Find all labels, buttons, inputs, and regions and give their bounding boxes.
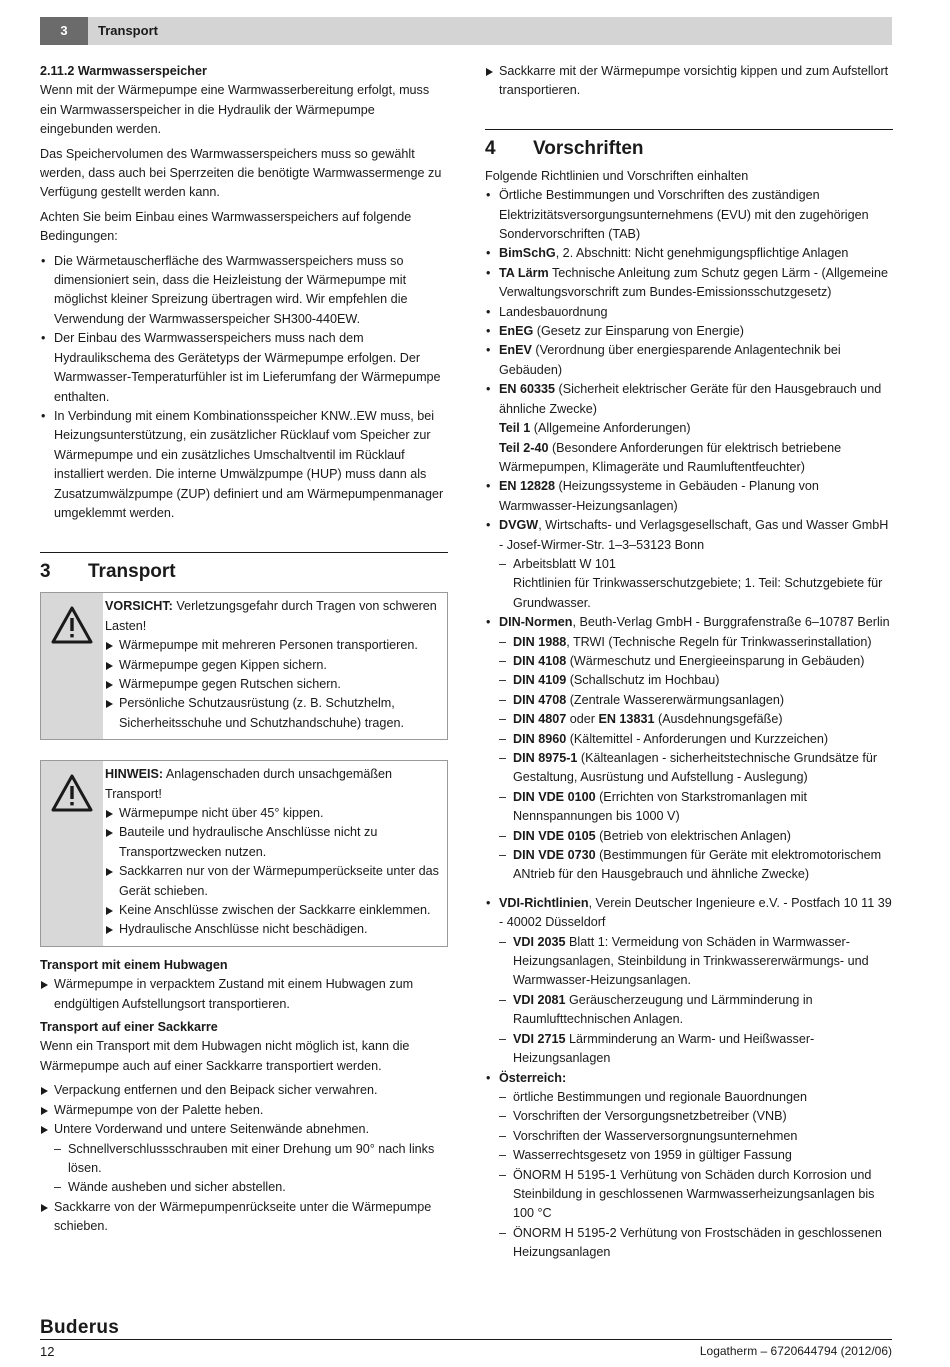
document-reference: Logatherm – 6720644794 (2012/06)	[699, 1344, 892, 1358]
regulations-list	[485, 186, 893, 1262]
sub-list-item: – örtliche Bestimmungen und regionale Bauordnungen	[499, 1088, 893, 1107]
warning-icon	[41, 761, 103, 946]
step-list	[40, 975, 448, 1014]
page-header	[40, 17, 892, 45]
step-list	[40, 1081, 448, 1236]
sub-step-list	[54, 1140, 448, 1198]
step-item: Wärmepumpe in verpacktem Zustand mit einem Hubwagen zum endgültigen Aufstellungsort transportieren.	[40, 975, 448, 1014]
sub-list-item: – ÖNORM H 5195-2 Verhütung von Frostschäden in geschlossenen Heizungsanlagen	[499, 1224, 893, 1263]
step-item: Wärmepumpe gegen Kippen sichern.	[105, 656, 441, 675]
caution-label: VORSICHT:	[105, 599, 173, 614]
step-item: Persönliche Schutzausrüstung (z. B. Schutzhelm, Sicherheitsschuhe und Schutzhandschuhe) tragen.	[105, 694, 441, 733]
step-item: Bauteile und hydraulische Anschlüsse nicht zu Transportzwecken nutzen.	[105, 823, 441, 862]
sub-list-item: – VDI 2035 Blatt 1: Vermeidung von Schäden in Warmwasser-Heizungsanlagen, Steinbildung in Trinkwassererwärmungs- und Warmwasser-Heizungsanlagen.	[499, 933, 893, 991]
list-item: • DVGW, Wirtschafts- und Verlagsgesellschaft, Gas und Wasser GmbH - Josef-Wirmer-Str. 1–3–53123 Bonn – Arbeitsblatt W 101 Richtlinien für Trinkwasserschutzgebiete; 1. Teil: Schutzgebiete für Grundwasser.	[485, 516, 893, 613]
list-item: • EnEV (Verordnung über energiesparende Anlagentechnik bei Gebäuden)	[485, 341, 893, 380]
vdi-list	[499, 933, 893, 1069]
din-list	[499, 633, 893, 885]
sub-list-item: – VDI 2081 Geräuscherzeugung und Lärmminderung in Raumlufttechnischen Anlagen.	[499, 991, 893, 1030]
sub-list-item: – DIN 1988, TRWI (Technische Regeln für Trinkwasserinstallation)	[499, 633, 893, 652]
list-item: • In Verbindung mit einem Kombinationsspeicher KNW..EW muss, bei Heizungsunterstützung, ein zusätzlicher Rücklauf vom Speicher zur Wärmepumpe und ein zusätzliches Umschaltventil im Rücklauf installiert werden. Die interne Umwälzpumpe (HUP) muss dann als Zusatzumwälzpumpe (ZUP) definiert und am Wärmepumpenmanager umgeklemmt werden.	[40, 407, 448, 523]
list-item: • EN 60335 (Sicherheit elektrischer Geräte für den Hausgebrauch und ähnliche Zwecke) Teil 1 (Allgemeine Anforderungen) Teil 2-40 (Besondere Anforderungen für elektrisch betriebene Wärmepumpen, Klimageräte und Raumluftentfeuchter)	[485, 380, 893, 477]
bullet-list	[40, 252, 448, 524]
sub-list-item: – Arbeitsblatt W 101 Richtlinien für Trinkwasserschutzgebiete; 1. Teil: Schutzgebiete für Grundwasser.	[499, 555, 893, 613]
subheading: Transport mit einem Hubwagen	[40, 957, 228, 972]
paragraph: Wenn mit der Wärmepumpe eine Warmwasserbereitung erfolgt, muss ein Warmwasserspeicher in die Hydraulik der Wärmepumpe eingebunden werden.	[40, 83, 430, 137]
list-item: • Landesbauordnung	[485, 303, 893, 322]
sub-step-item: – Schnellverschlussschrauben mit einer Drehung um 90° nach links lösen.	[54, 1140, 448, 1179]
step-item: Wärmepumpe mit mehreren Personen transportieren.	[105, 636, 441, 655]
page-number: 12	[40, 1344, 55, 1359]
sub-list-item: – Wasserrechtsgesetz von 1959 in gültiger Fassung	[499, 1146, 893, 1165]
paragraph: Folgende Richtlinien und Vorschriften einhalten	[485, 168, 749, 183]
step-item: Sackkarren nur von der Wärmepumperückseite unter das Gerät schieben.	[105, 862, 441, 901]
subsection-title: 2.11.2 Warmwasserspeicher	[40, 64, 207, 78]
notice-label: HINWEIS:	[105, 767, 164, 782]
sub-list-item: – DIN 4708 (Zentrale Wassererwärmungsanlagen)	[499, 691, 893, 710]
step-item: Wärmepumpe gegen Rutschen sichern.	[105, 675, 441, 694]
warning-icon	[41, 593, 103, 739]
subheading: Transport auf einer Sackkarre	[40, 1020, 218, 1035]
section-heading	[485, 129, 893, 161]
sub-step-item: – Wände ausheben und sicher abstellen.	[54, 1178, 448, 1197]
left-column	[40, 62, 448, 1237]
caution-text: Verletzungsgefahr durch Tragen von schweren Lasten!	[105, 599, 437, 633]
list-item: • TA Lärm Technische Anleitung zum Schutz gegen Lärm - (Allgemeine Verwaltungsvorschrift zum Bundes-Emissionsschutzgesetz)	[485, 264, 893, 303]
step-list	[485, 62, 893, 101]
sub-list-item: – DIN 4807 oder EN 13831 (Ausdehnungsgefäße)	[499, 710, 893, 729]
right-column	[485, 62, 893, 1267]
sub-list-item: – ÖNORM H 5195-1 Verhütung von Schäden durch Korrosion und Steinbildung in geschlossenen Warmwasserheizungsanlagen bis 100 °C	[499, 1166, 893, 1224]
sub-list-item: – DIN VDE 0730 (Bestimmungen für Geräte mit elektromotorischem ANtrieb für den Hausgebrauch und ähnliche Zwecke)	[499, 846, 893, 885]
section-title: Vorschriften	[533, 137, 644, 159]
notice-box	[40, 760, 448, 947]
paragraph: Wenn ein Transport mit dem Hubwagen nicht möglich ist, kann die Wärmepumpe auch auf einer Sackkarre transportiert werden.	[40, 1039, 410, 1073]
step-item	[40, 1120, 448, 1198]
austria-list	[499, 1088, 893, 1263]
brand-logo: Buderus	[40, 1317, 120, 1338]
step-text: Untere Vorderwand und untere Seitenwände abnehmen.	[54, 1122, 370, 1137]
footer-divider	[40, 1339, 892, 1340]
paragraph: Achten Sie beim Einbau eines Warmwasserspeichers auf folgende Bedingungen:	[40, 209, 412, 244]
step-item: Keine Anschlüsse zwischen der Sackkarre einklemmen.	[105, 901, 441, 920]
sub-list-item: – DIN 4108 (Wärmeschutz und Energieeinsparung in Gebäuden)	[499, 652, 893, 671]
step-item: Hydraulische Anschlüsse nicht beschädigen.	[105, 920, 441, 939]
caution-box	[40, 592, 448, 740]
sub-list-item: – DIN 8960 (Kältemittel - Anforderungen und Kurzzeichen)	[499, 730, 893, 749]
step-item: Verpackung entfernen und den Beipack sicher verwahren.	[40, 1081, 448, 1100]
sub-list-item: – DIN 4109 (Schallschutz im Hochbau)	[499, 671, 893, 690]
chapter-title: Transport	[98, 23, 158, 38]
list-item: • Österreich: – örtliche Bestimmungen und regionale Bauordnungen – Vorschriften der Versorgungsnetzbetreiber (VNB) – Vorschriften der Wasserversorgnungsunternehmen – Wasserrechtsgesetz von 1959 in gültiger Fassung – ÖNORM H 5195-1 Verhütung von Schäden durch Korrosion und Steinbildung in geschlossenen Warmwasserheizungsanlagen bis 100 °C – ÖNORM H 5195-2 Verhütung von Frostschäden in geschlossenen Heizungsanlagen	[485, 1069, 893, 1263]
sub-list-item: – DIN VDE 0105 (Betrieb von elektrischen Anlagen)	[499, 827, 893, 846]
list-item: • Die Wärmetauscherfläche des Warmwasserspeichers muss so dimensioniert sein, dass die Heizleistung der Wärmepumpe mit möglichst kleiner Spreizung übertragen wird. Wir empfehlen die Verwendung der Warmwasserspeicher SH300-440EW.	[40, 252, 448, 330]
list-item: • EnEG (Gesetz zur Einsparung von Energie)	[485, 322, 893, 341]
section-heading	[40, 552, 448, 584]
notice-text: Anlagenschaden durch unsachgemäßen Transport!	[105, 767, 393, 801]
list-item: • VDI-Richtlinien, Verein Deutscher Ingenieure e.V. - Postfach 10 11 39 - 40002 Düsseldorf – VDI 2035 Blatt 1: Vermeidung von Schäden in Warmwasser-Heizungsanlagen, Steinbildung in Trinkwassererwärmungs- und Warmwasser-Heizungsanlagen. – VDI 2081 Geräuscherzeugung und Lärmminderung in Raumlufttechnischen Anlagen. – VDI 2715 Lärmminderung an Warm- und Heißwasser-Heizungsanlagen	[485, 894, 893, 1069]
step-item: Sackkarre mit der Wärmepumpe vorsichtig kippen und zum Aufstellort transportieren.	[485, 62, 893, 101]
section-title: Transport	[88, 561, 176, 583]
step-item: Sackkarre von der Wärmepumpenrückseite unter die Wärmepumpe schieben.	[40, 1198, 448, 1237]
sub-list-item: – Vorschriften der Versorgungsnetzbetreiber (VNB)	[499, 1107, 893, 1126]
notice-steps	[105, 804, 441, 940]
section-number: 4	[485, 137, 496, 159]
list-item: • Der Einbau des Warmwasserspeichers muss nach dem Hydraulikschema des Gerätetyps der Wärmepumpe erfolgen. Der Warmwasser-Temperaturfühler ist im Lieferumfang der Wärmepumpe enthalten.	[40, 329, 448, 407]
list-item: • EN 12828 (Heizungssysteme in Gebäuden - Planung von Warmwasser-Heizungsanlagen)	[485, 477, 893, 516]
paragraph: Das Speichervolumen des Warmwasserspeichers muss so gewählt werden, dass auch bei Sperrzeiten die benötigte Warmwassermenge zu Verfügung gestellt werden kann.	[40, 146, 442, 200]
list-item: • BimSchG, 2. Abschnitt: Nicht genehmigungspflichtige Anlagen	[485, 244, 893, 263]
list-item: • Örtliche Bestimmungen und Vorschriften des zuständigen Elektrizitätsversorgungsunternehmens (EVU) mit den zugehörigen Sondervorschriften (TAB)	[485, 186, 893, 244]
step-item: Wärmepumpe von der Palette heben.	[40, 1101, 448, 1120]
sub-list-item: – DIN 8975-1 (Kälteanlagen - sicherheitstechnische Grundsätze für Gestaltung, Ausrüstung und Aufstellung - Auslegung)	[499, 749, 893, 788]
caution-steps	[105, 636, 441, 733]
section-number: 3	[40, 561, 51, 583]
list-item: • DIN-Normen, Beuth-Verlag GmbH - Burggrafenstraße 6–10787 Berlin – DIN 1988, TRWI (Technische Regeln für Trinkwasserinstallation) – DIN 4108 (Wärmeschutz und Energieeinsparung in Gebäuden) – DIN 4109 (Schallschutz im Hochbau) – DIN 4708 (Zentrale Wassererwärmungsanlagen) – DIN 4807 oder EN 13831 (Ausdehnungsgefäße) – DIN 8960 (Kältemittel - Anforderungen und Kurzzeichen) – DIN 8975-1 (Kälteanlagen - sicherheitstechnische Grundsätze für Gestaltung, Ausrüstung und Aufstellung - Auslegung) – DIN VDE 0100 (Errichten von Starkstromanlagen mit Nennspannungen bis 1000 V) – DIN VDE 0105 (Betrieb von elektrischen Anlagen) – DIN VDE 0730 (Bestimmungen für Geräte mit elektromotorischem ANtrieb für den Hausgebrauch und ähnliche Zwecke)	[485, 613, 893, 885]
sub-list-item: – VDI 2715 Lärmminderung an Warm- und Heißwasser-Heizungsanlagen	[499, 1030, 893, 1069]
sub-list-item: – Vorschriften der Wasserversorgnungsunternehmen	[499, 1127, 893, 1146]
sub-list-item: – DIN VDE 0100 (Errichten von Starkstromanlagen mit Nennspannungen bis 1000 V)	[499, 788, 893, 827]
sub-list	[499, 555, 893, 613]
chapter-number: 3	[40, 17, 88, 45]
step-item: Wärmepumpe nicht über 45° kippen.	[105, 804, 441, 823]
